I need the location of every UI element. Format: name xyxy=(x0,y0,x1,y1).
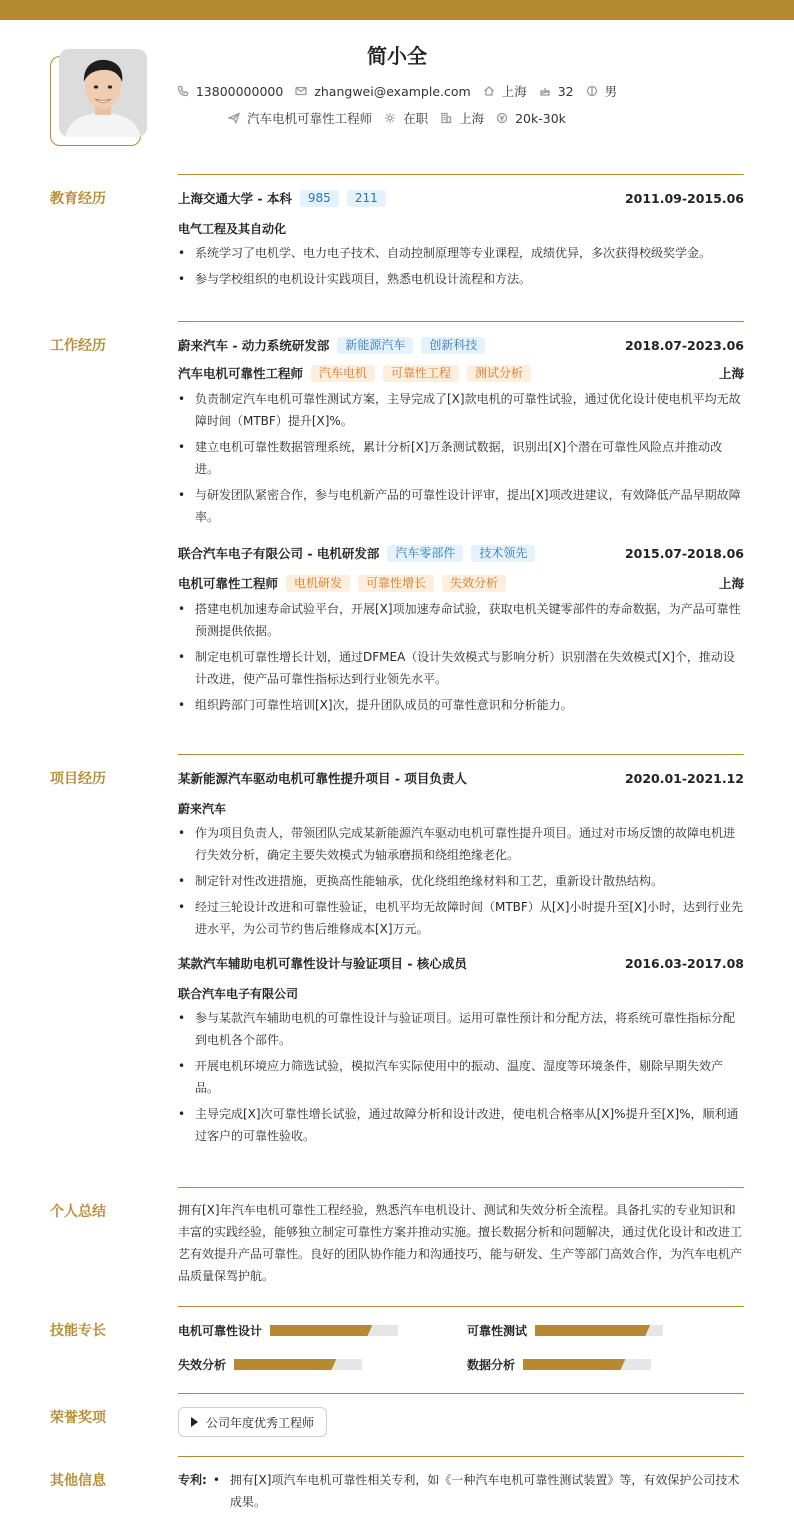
cake-icon xyxy=(539,85,551,97)
list-item: • 搭建电机加速寿命试验平台，开展[X]项加速寿命试验，获取电机关键零部件的寿命数据，为产品可靠性预测提供依据。 xyxy=(178,598,744,642)
awards-section xyxy=(50,1393,744,1453)
project-entry-1 xyxy=(178,755,744,940)
project-date: 2016.03-2017.08 xyxy=(624,955,744,971)
company-name: 联合汽车电子有限公司 - 电机研发部 xyxy=(178,546,380,561)
skill-tag: 可靠性增长 xyxy=(358,575,434,592)
email-item xyxy=(295,84,470,99)
skill-item xyxy=(178,1356,362,1373)
target-city-text: 上海 xyxy=(459,111,485,126)
role-title: 电机可靠性工程师 xyxy=(178,576,279,591)
company-tag: 新能源汽车 xyxy=(337,337,413,354)
education-entry xyxy=(178,175,744,290)
project-title: 某款汽车辅助电机可靠性设计与验证项目 - 核心成员 xyxy=(178,956,467,971)
section-title-awards: 荣誉奖项 xyxy=(50,1410,106,1426)
work-bullets xyxy=(178,388,744,528)
list-item: • 制定电机可靠性增长计划，通过DFMEA（设计失效模式与影响分析）识别潜在失效模式[X]个，推动设计改进，使产品可靠性指标达到行业领先水平。 xyxy=(178,646,744,690)
education-section xyxy=(50,174,744,314)
project-org: 联合汽车电子有限公司 xyxy=(178,986,299,1001)
company-tag: 创新科技 xyxy=(421,337,485,354)
skill-bar-fill xyxy=(234,1359,336,1370)
skill-bar-fill xyxy=(270,1325,372,1336)
work-date: 2018.07-2023.06 xyxy=(624,337,744,353)
list-item: • 拥有[X]项汽车电机可靠性相关专利，如《一种汽车电机可靠性测试装置》等，有效保护公司技术成果。 xyxy=(213,1469,744,1513)
skills-section xyxy=(50,1306,744,1386)
education-head xyxy=(178,188,744,208)
section-title-work: 工作经历 xyxy=(50,338,106,354)
summary-body xyxy=(178,1187,744,1287)
job-intent-row xyxy=(0,109,794,127)
summary-text: 拥有[X]年汽车电机可靠性工程经验，熟悉汽车电机设计、测试和失效分析全流程。具备扎实的专业知识和丰富的实践经验，能够独立制定可靠性方案并推动实施。擅长数据分析和问题解决，通过优化设计和改进工艺有效提升产品可靠性。良好的团队协作能力和沟通技巧，能与研发、生产等部门高效合作，为汽车电机产品质量保驾护航。 xyxy=(178,1203,743,1283)
mail-icon xyxy=(295,85,307,97)
section-title-skills: 技能专长 xyxy=(50,1323,106,1339)
building-icon xyxy=(440,112,452,124)
award-name: 公司年度优秀工程师 xyxy=(206,1415,315,1430)
skills-body xyxy=(178,1306,744,1386)
project-org: 蔚来汽车 xyxy=(178,801,227,816)
age-text: 32 xyxy=(557,83,574,99)
status-item xyxy=(384,109,428,127)
other-body xyxy=(178,1456,744,1513)
skill-name: 可靠性测试 xyxy=(467,1324,528,1338)
projects-section xyxy=(50,754,744,1179)
skill-tag: 失效分析 xyxy=(442,575,506,592)
work-city: 上海 xyxy=(718,576,744,591)
work-body xyxy=(178,321,744,716)
education-body xyxy=(178,174,744,290)
list-item: • 开展电机环境应力筛选试验，模拟汽车实际使用中的振动、温度、湿度等环境条件，剔除早期失效产品。 xyxy=(178,1055,744,1099)
company-tag: 技术领先 xyxy=(471,545,535,562)
project-bullets xyxy=(178,1007,744,1147)
role-row xyxy=(178,573,744,593)
list-item: • 建立电机可靠性数据管理系统，累计分析[X]万条测试数据，识别出[X]个潜在可靠性风险点并推动改进。 xyxy=(178,436,744,480)
tag-985: 985 xyxy=(300,190,339,207)
education-date: 2011.09-2015.06 xyxy=(624,190,744,206)
salary-icon xyxy=(496,112,508,124)
award-item[interactable] xyxy=(178,1407,327,1437)
project-head xyxy=(178,953,744,973)
location-item xyxy=(483,82,527,100)
summary-section xyxy=(50,1187,744,1297)
list-item: • 制定针对性改进措施，更换高性能轴承，优化绕组绝缘材料和工艺，重新设计散热结构。 xyxy=(178,870,744,892)
work-section xyxy=(50,321,744,751)
top-accent-bar xyxy=(0,0,794,20)
phone-text: 13800000000 xyxy=(195,83,284,99)
target-city-item xyxy=(440,109,484,127)
skill-name: 数据分析 xyxy=(467,1358,516,1372)
work-head xyxy=(178,543,744,563)
list-item: • 组织跨部门可靠性培训[X]次，提升团队成员的可靠性意识和分析能力。 xyxy=(178,694,744,716)
project-bullets xyxy=(178,822,744,940)
gender-icon xyxy=(586,85,598,97)
skill-item xyxy=(467,1322,663,1339)
play-icon xyxy=(191,1417,198,1427)
skill-bar xyxy=(270,1325,398,1336)
role-row xyxy=(178,363,744,383)
skill-bar xyxy=(535,1325,663,1336)
project-head xyxy=(178,768,744,788)
phone-item xyxy=(177,84,283,99)
education-bullets xyxy=(178,242,744,290)
send-icon xyxy=(228,112,240,124)
school-name: 上海交通大学 - 本科 xyxy=(178,191,292,206)
skill-bar xyxy=(523,1359,651,1370)
home-icon xyxy=(483,85,495,97)
patent-label: 专利: xyxy=(178,1473,207,1487)
skill-item xyxy=(467,1356,651,1373)
education-major: 电气工程及其自动化 xyxy=(178,221,287,236)
skill-tag: 可靠性工程 xyxy=(383,365,459,382)
other-section xyxy=(50,1456,744,1526)
work-bullets xyxy=(178,598,744,716)
work-city: 上海 xyxy=(718,366,744,381)
salary-text: 20k-30k xyxy=(515,110,566,126)
list-item: • 系统学习了电机学、电力电子技术、自动控制原理等专业课程，成绩优异，多次获得校级奖学金。 xyxy=(178,242,744,264)
skill-tag: 电机研发 xyxy=(286,575,350,592)
target-role-item xyxy=(228,109,372,127)
skill-name: 电机可靠性设计 xyxy=(178,1324,263,1338)
project-date: 2020.01-2021.12 xyxy=(624,770,744,786)
work-date: 2015.07-2018.06 xyxy=(624,545,744,561)
project-entry-2 xyxy=(178,953,744,1147)
projects-body xyxy=(178,754,744,1147)
skill-bar-fill xyxy=(523,1359,625,1370)
skill-tag: 汽车电机 xyxy=(311,365,375,382)
work-head xyxy=(178,335,744,355)
list-item: • 作为项目负责人，带领团队完成某新能源汽车驱动电机可靠性提升项目。通过对市场反馈的故障电机进行失效分析，确定主要失效模式为轴承磨损和绕组绝缘老化。 xyxy=(178,822,744,866)
location-text: 上海 xyxy=(501,84,527,99)
list-item: • 负责制定汽车电机可靠性测试方案，主导完成了[X]款电机的可靠性试验，通过优化设计使电机平均无故障时间（MTBF）提升[X]%。 xyxy=(178,388,744,432)
role-title: 汽车电机可靠性工程师 xyxy=(178,366,304,381)
list-item: • 参与某款汽车辅助电机的可靠性设计与验证项目。运用可靠性预计和分配方法，将系统可靠性指标分配到电机各个部件。 xyxy=(178,1007,744,1051)
company-tag: 汽车零部件 xyxy=(387,545,463,562)
section-title-education: 教育经历 xyxy=(50,191,106,207)
age-item xyxy=(539,84,574,99)
section-title-projects: 项目经历 xyxy=(50,771,106,787)
work-entry-2 xyxy=(178,543,744,716)
other-bullets xyxy=(213,1469,744,1513)
section-title-summary: 个人总结 xyxy=(50,1204,106,1220)
project-title: 某新能源汽车驱动电机可靠性提升项目 - 项目负责人 xyxy=(178,771,467,786)
list-item: • 经过三轮设计改进和可靠性验证，电机平均无故障时间（MTBF）从[X]小时提升至[X]小时，达到行业先进水平，为公司节约售后维修成本[X]万元。 xyxy=(178,896,744,940)
salary-item xyxy=(496,111,566,126)
skill-bar xyxy=(234,1359,362,1370)
list-item: • 主导完成[X]次可靠性增长试验，通过故障分析和设计改进，使电机合格率从[X]%提升至[X]%，顺利通过客户的可靠性验收。 xyxy=(178,1103,744,1147)
candidate-name: 简小全 xyxy=(367,44,427,68)
gender-text: 男 xyxy=(604,84,618,99)
skill-name: 失效分析 xyxy=(178,1358,227,1372)
status-icon xyxy=(384,112,396,124)
email-text: zhangwei@example.com xyxy=(314,83,471,99)
skill-tag: 测试分析 xyxy=(467,365,531,382)
awards-body xyxy=(178,1393,744,1453)
tag-211: 211 xyxy=(347,190,386,207)
status-text: 在职 xyxy=(403,111,429,126)
skill-item xyxy=(178,1322,398,1339)
gender-item xyxy=(586,82,618,100)
phone-icon xyxy=(177,85,189,97)
list-item: • 与研发团队紧密合作，参与电机新产品的可靠性设计评审，提出[X]项改进建议，有效降低产品早期故障率。 xyxy=(178,484,744,528)
work-entry-1 xyxy=(178,322,744,528)
company-name: 蔚来汽车 - 动力系统研发部 xyxy=(178,338,330,353)
contact-row xyxy=(0,82,794,100)
skill-bar-fill xyxy=(535,1325,650,1336)
target-role-text: 汽车电机可靠性工程师 xyxy=(247,111,373,126)
list-item: • 参与学校组织的电机设计实践项目，熟悉电机设计流程和方法。 xyxy=(178,268,744,290)
section-title-other: 其他信息 xyxy=(50,1473,106,1489)
